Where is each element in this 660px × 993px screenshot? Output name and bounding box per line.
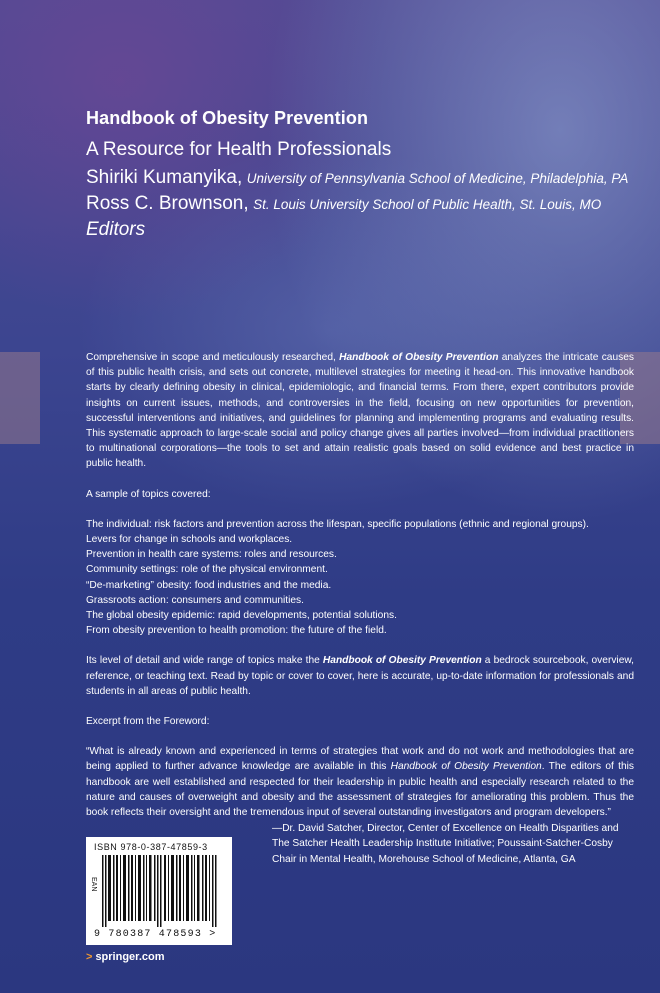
inline-book-title: Handbook of Obesity Prevention (322, 655, 482, 667)
topics-heading: A sample of topics covered: (86, 488, 211, 500)
editor-name: Ross C. Brownson, (86, 193, 249, 214)
quote-attribution: —Dr. David Satcher, Director, Center of Excellence on Health Disparities and The Satcher Health Leadership Institute Initiative; Poussaint-Satcher-Cosby Chair in Mental Health, Morehouse School of Medicine, Atlanta, GA (272, 823, 619, 865)
list-item: From obesity prevention to health promotion: the future of the field. (86, 625, 387, 637)
editors-label: Editors (86, 219, 146, 240)
chevron-right-icon: > (86, 951, 93, 963)
book-title: Handbook of Obesity Prevention (86, 108, 369, 128)
editor-2 (86, 193, 628, 215)
back-cover-text (86, 350, 634, 867)
list-item: Grassroots action: consumers and communities. (86, 594, 304, 606)
editor-affiliation: University of Pennsylvania School of Medicine, Philadelphia, PA (246, 171, 629, 186)
list-item: “De-marketing” obesity: food industries and the media. (86, 579, 332, 591)
publisher-url: springer.com (95, 951, 165, 963)
foreword-quote: “What is already known and experienced in terms of strategies that work and do not work and methodologies that are being applied to further advance knowledge are available in this Handbook of Obesity Prevention. The editors of this handbook are well established and respected for their leadership in public health and especially research related to the nature and causes of overweight and obesity and the assessment of strategies for ameliorating this problem. Thus the book reflects their oversight and the tremendous input of several outstanding investigators and program developers.” (86, 746, 634, 819)
isbn: ISBN 978-0-387-47859-3 (94, 842, 208, 852)
publisher-link[interactable] (86, 951, 165, 963)
excerpt-heading: Excerpt from the Foreword: (86, 716, 210, 728)
editor-1 (86, 167, 628, 189)
list-item: Levers for change in schools and workplaces. (86, 534, 293, 546)
list-item: Community settings: role of the physical environment. (86, 564, 328, 576)
barcode-icon (102, 855, 222, 927)
editor-affiliation: St. Louis University School of Public Health, St. Louis, MO (253, 197, 602, 212)
editor-name: Shiriki Kumanyika, (86, 167, 243, 188)
title-block (86, 108, 628, 241)
inline-book-title: Handbook of Obesity Prevention (339, 352, 499, 363)
list-item: Prevention in health care systems: roles and resources. (86, 549, 337, 561)
list-item: The global obesity epidemic: rapid developments, potential solutions. (86, 610, 397, 622)
closing-paragraph: Its level of detail and wide range of topics make the Handbook of Obesity Prevention a bedrock sourcebook, overview, reference, or teaching text. Read by topic or cover to cover, here is accurate, up-to-date information for professionals and students in all areas of public health. (86, 655, 634, 697)
list-item: The individual: risk factors and prevention across the lifespan, specific populations (ethnic and regional groups). (86, 518, 589, 530)
intro-paragraph: Comprehensive in scope and meticulously researched, Handbook of Obesity Prevention analyzes the intricate causes of this public health crisis, and sets out concrete, multilevel strategies for meeting it head-on. This innovative handbook starts by clearly defining obesity in clinical, epidemiologic, and financial terms. From there, expert contributors provide insights on current issues, methods, and controversies in the field, focusing on new opportunities for prevention, successful interventions and initiatives, and guidelines for planning and implementing programs and evaluating results. This systematic approach to large-scale social and policy change gives all parties involved—from individual practitioners to multinational corporations—the tools to set and attain realistic goals based on solid evidence and best practice in public health. (86, 352, 634, 470)
ean-label: EAN (90, 877, 97, 892)
book-subtitle: A Resource for Health Professionals (86, 139, 392, 160)
inline-book-title: Handbook of Obesity Prevention (390, 761, 542, 773)
topics-list (86, 517, 634, 639)
barcode-box (86, 837, 232, 945)
barcode-number: 9 780387 478593 > (94, 929, 217, 940)
left-edge-tab (0, 352, 40, 444)
